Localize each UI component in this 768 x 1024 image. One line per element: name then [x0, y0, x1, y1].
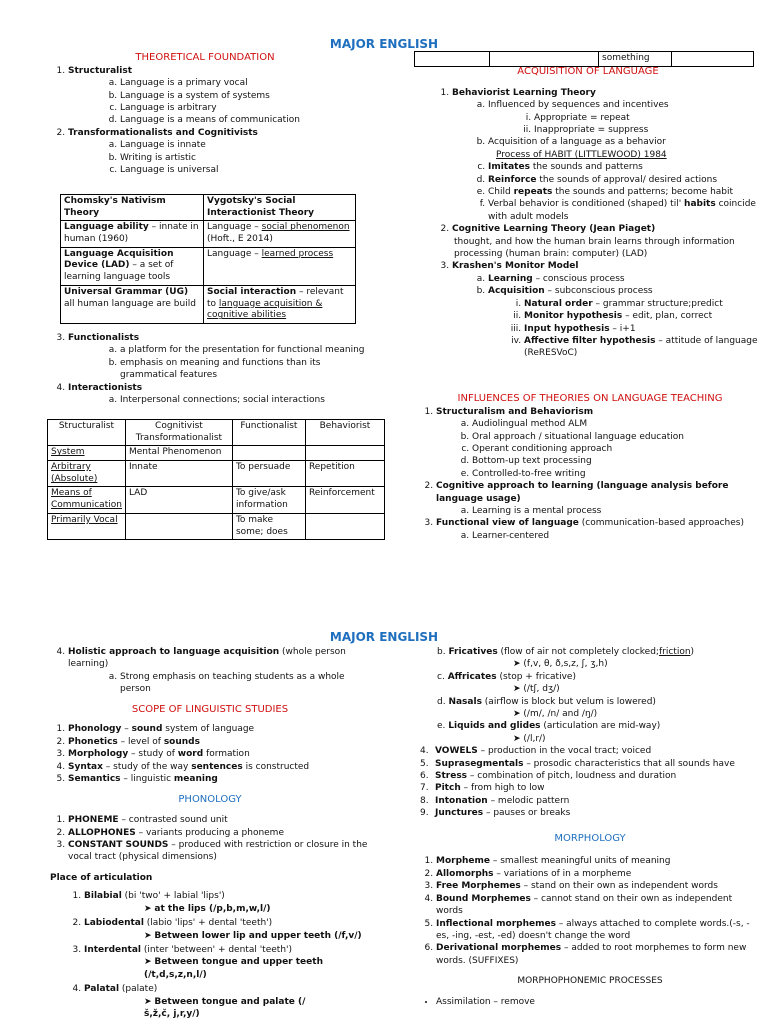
arrow-icon: ➤ — [144, 930, 152, 941]
table-cell: Innate — [125, 461, 232, 487]
table-cell: Reinforcement — [305, 487, 384, 513]
page2-right-column — [420, 646, 760, 1008]
morphophonemic-list — [420, 996, 760, 1008]
list-item: a. Language is a primary vocal — [120, 77, 360, 89]
table-cell: Repetition — [305, 461, 384, 487]
list-item: iii. Input hypothesis – i+1 — [524, 323, 758, 335]
table-row — [415, 52, 754, 67]
list-item: e. Liquids and glides (articulation are mid-way) ➤ (/l,r/) — [437, 721, 661, 744]
list-item: 4. Interactionists a. Interpersonal connections; social interactions — [68, 382, 370, 407]
arrow-icon: ➤ — [144, 903, 152, 914]
table-row — [48, 513, 385, 539]
list-item: a. Language is innate — [120, 139, 360, 151]
influences-list — [420, 406, 760, 542]
list-item: a. Learning – conscious process — [488, 273, 758, 285]
list-item: d. Nasals (airflow is block but velum is lowered) ➤ (/m/, /n/ and /ŋ/) — [437, 696, 656, 720]
theory-comparison-table — [47, 419, 385, 540]
cognitive-description: thought, and how the human brain learns through information processing (human brain: computer) (LAD) — [454, 236, 735, 260]
list-item: b. Fricatives (flow of air not completely clocked;friction) ➤ (f,v, θ, ð,s,z, ʃ, ʒ,h) — [437, 647, 695, 670]
table-cell — [232, 446, 305, 461]
arrow-icon: ➤ — [513, 659, 521, 670]
table-cell: To persuade — [232, 461, 305, 487]
list-item: a. Interpersonal connections; social interactions — [120, 394, 370, 406]
list-item: 5. Inflectional morphemes – always attached to complete words.(-s, -es, -ing, -est, -ed) doesn't change the word — [436, 918, 760, 943]
acquisition-list — [418, 87, 758, 360]
list-item: 3. Free Morphemes – stand on their own as independent words — [436, 880, 760, 892]
table-row — [48, 487, 385, 513]
list-item: 1. Phonology – sound system of language — [68, 723, 370, 735]
table-row — [61, 247, 356, 285]
arrow-icon: ➤ — [513, 709, 521, 720]
list-item: b. Acquisition of a language as a behavior Process of HABIT (LITTLEWOOD) 1984 — [488, 136, 758, 161]
list-item: 4. Holistic approach to language acquisition (whole person learning) a. Strong emphasis on teaching students as a whole person — [68, 646, 370, 696]
list-item: 1. Morpheme – smallest meaningful units of meaning — [436, 855, 760, 867]
list-item: 1. Bilabial (bi 'two' + labial 'lips') ➤ at the lips (/p,b,m,w,l/) — [84, 890, 370, 915]
list-item: 3. Interdental (inter 'between' + dental 'teeth') ➤ Between tongue and upper teeth (/t,d,s,z,n,l/) — [84, 944, 370, 981]
theory-list — [50, 65, 360, 177]
list-item: 9. Junctures – pauses or breaks — [420, 808, 571, 819]
list-item: 2. Transformationalists and Cognitivists a. Language is innate b. Writing is artistic c. Language is universal — [68, 127, 360, 177]
list-item: 4. VOWELS – production in the vocal tract; voiced — [420, 746, 652, 757]
list-item: 3. Morphology – study of word formation — [68, 748, 370, 760]
table-cell — [490, 52, 599, 67]
list-item: e. Controlled-to-free writing — [472, 468, 760, 480]
table-row — [48, 446, 385, 461]
place-of-articulation-heading: Place of articulation — [50, 872, 153, 883]
page1-left-lower — [50, 332, 370, 406]
page2-left-column — [50, 646, 370, 1020]
influences-heading: INFLUENCES OF THEORIES ON LANGUAGE TEACHING — [457, 393, 723, 404]
list-item: 3. Krashen's Monitor Model a. Learning – conscious process b. Acquisition – subconscious process i. Natural order – grammar structure;predict ii. Monitor hypothesis – edit, plan, correct iii. Input hypothesis – i+1 iv. Affective filter hypothesis – attitude of language (ReRESVoC) — [452, 260, 758, 359]
table-cell: Language ability – innate in human (1960) — [61, 221, 204, 247]
table-cell: Primarily Vocal — [48, 513, 126, 539]
list-item: 8. Intonation – melodic pattern — [420, 795, 570, 806]
list-item: b. Oral approach / situational language education — [472, 431, 760, 443]
page1-influences — [420, 392, 760, 542]
arrow-icon: ➤ — [513, 684, 521, 695]
table-cell: LAD — [125, 487, 232, 513]
list-item: • Assimilation – remove — [436, 996, 760, 1008]
list-item: i. Natural order – grammar structure;predict — [524, 298, 758, 310]
table-cell: something — [599, 52, 672, 67]
arrow-icon: ➤ — [144, 957, 152, 968]
list-item: d. Bottom-up text processing — [472, 455, 760, 467]
list-item: 1. Structuralism and Behaviorism a. Audiolingual method ALM b. Oral approach / situational language education c. Operant conditioning approach d. Bottom-up text processing e. Controlled-to-free writing — [436, 406, 760, 480]
table-cell: Social interaction – relevant to language acquisition & cognitive abilities — [204, 285, 356, 323]
list-item: f. Verbal behavior is conditioned (shaped) til' habits coincide with adult models — [488, 198, 758, 223]
table-cell — [305, 446, 384, 461]
list-item: 4. Bound Morphemes – cannot stand on their own as independent words — [436, 893, 760, 918]
table-cell: To make some; does — [232, 513, 305, 539]
table-cell: Arbitrary (Absolute) — [48, 461, 126, 487]
table-cell — [672, 52, 754, 67]
phonology-heading: PHONOLOGY — [178, 794, 242, 806]
list-item: 2. Labiodental (labio 'lips' + dental 'teeth') ➤ Between lower lip and upper teeth (/f,v/) — [84, 917, 370, 942]
list-item: d. Language is a means of communication — [120, 114, 360, 126]
list-item: 5. Suprasegmentals – prosodic characteristics that all sounds have — [420, 758, 735, 769]
list-item: a. Learning is a mental process — [472, 505, 760, 517]
table-cell: Mental Phenomenon — [125, 446, 232, 461]
list-item: ii. Inappropriate = suppress — [534, 124, 758, 136]
habit-process-title: Process of HABIT (LITTLEWOOD) 1984 — [496, 149, 667, 160]
morphophonemic-heading: MORPHOPHONEMIC PROCESSES — [517, 976, 663, 987]
morphology-heading: MORPHOLOGY — [554, 832, 626, 844]
list-item: c. Language is universal — [120, 164, 360, 176]
list-item: 1. Behaviorist Learning Theory a. Influenced by sequences and incentives i. Appropriate = repeat ii. Inappropriate = suppress b. Acquisition of a language as a behavior Process of HABIT (LITTLEWOOD) 1984 c. Imitates the sounds and patterns d. Reinforce the sounds of approval/ desired actions e. Child repeats the sounds and patterns; become habit f. Verbal behavior is conditioned (shaped) til' habits coincide with adult models — [452, 87, 758, 223]
table-header: Cognitivist Transformationalist — [125, 420, 232, 446]
list-item: a. Strong emphasis on teaching students as a whole person — [120, 671, 370, 696]
table-header: Structuralist — [48, 420, 126, 446]
acquisition-heading: ACQUISITION OF LANGUAGE — [517, 66, 659, 77]
list-item: 5. Semantics – linguistic meaning — [68, 773, 370, 785]
list-item: c. Operant conditioning approach — [472, 443, 760, 455]
table-row — [48, 420, 385, 446]
list-item: b. Writing is artistic — [120, 152, 360, 164]
list-item: 7. Pitch – from high to low — [420, 783, 545, 794]
table-cell: Means of Communication — [48, 487, 126, 513]
list-item: 3. Functional view of language (communication-based approaches) a. Learner-centered — [436, 517, 760, 542]
page2-title: MAJOR ENGLISH — [329, 630, 439, 644]
table-cell: Language – social phenomenon (Hoft., E 2014) — [204, 221, 356, 247]
list-item: 2. Cognitive Learning Theory (Jean Piaget) thought, and how the human brain learns through information processing (human brain: computer) (LAD) — [452, 223, 758, 260]
table-cell — [415, 52, 490, 67]
list-item: iv. Affective filter hypothesis – attitude of language (ReRESVoC) — [524, 335, 758, 360]
list-item: c. Affricates (stop + fricative) ➤ (/tʃ, dʒ/) — [437, 671, 576, 695]
scope-list — [50, 723, 370, 785]
table-row — [61, 285, 356, 323]
table-cell — [125, 513, 232, 539]
table-cell: To give/ask information — [232, 487, 305, 513]
table-row — [48, 461, 385, 487]
list-item: a. a platform for the presentation for functional meaning — [120, 344, 370, 356]
theory-list-continued — [50, 332, 370, 406]
list-item: 6. Derivational morphemes – added to root morphemes to form new words. (SUFFIXES) — [436, 942, 760, 967]
table-cell: Language Acquisition Device (LAD) – a set of learning language tools — [61, 247, 204, 285]
list-item: a. Influenced by sequences and incentives i. Appropriate = repeat ii. Inappropriate = suppress — [488, 99, 758, 136]
table-row — [61, 195, 356, 221]
articulation-list — [50, 890, 370, 1020]
list-item: ii. Monitor hypothesis – edit, plan, correct — [524, 310, 758, 322]
table-header: Vygotsky's Social Interactionist Theory — [204, 195, 356, 221]
list-item: c. Language is arbitrary — [120, 102, 360, 114]
list-item: 4. Palatal (palate) ➤ Between tongue and palate (/š,ž,č, j,r,y/) — [84, 983, 370, 1020]
phonology-list — [50, 814, 370, 864]
table-cell: Language – learned process — [204, 247, 356, 285]
table-header: Chomsky's Nativism Theory — [61, 195, 204, 221]
table-header: Behaviorist — [305, 420, 384, 446]
list-item: a. Audiolingual method ALM — [472, 418, 760, 430]
list-item: i. Appropriate = repeat — [534, 112, 758, 124]
list-item: b. emphasis on meaning and functions than its grammatical features — [120, 357, 370, 382]
table-cell: Universal Grammar (UG) all human language are build — [61, 285, 204, 323]
list-item: c. Imitates the sounds and patterns — [488, 161, 758, 173]
list-item: b. Language is a system of systems — [120, 90, 360, 102]
page1-title: MAJOR ENGLISH — [329, 37, 439, 51]
table-header: Functionalist — [232, 420, 305, 446]
manner-list — [420, 646, 760, 745]
table-cell: System — [48, 446, 126, 461]
list-item: 1. Structuralist a. Language is a primary vocal b. Language is a system of systems c. Language is arbitrary d. Language is a means of communication — [68, 65, 360, 127]
list-item: 2. Cognitive approach to learning (language analysis before language usage) a. Learning is a mental process — [436, 480, 760, 517]
list-item: 6. Stress – combination of pitch, loudness and duration — [420, 771, 677, 782]
page1-left-column — [50, 51, 360, 176]
approach-list — [50, 646, 370, 696]
morphology-list — [420, 855, 760, 967]
list-item: b. Acquisition – subconscious process i. Natural order – grammar structure;predict ii. Monitor hypothesis – edit, plan, correct iii. Input hypothesis – i+1 iv. Affective filter hypothesis – attitude of language (ReRESVoC) — [488, 285, 758, 359]
arrow-icon: ➤ — [144, 996, 152, 1007]
nativism-vs-interactionist-table — [60, 194, 356, 324]
list-item: 3. Functionalists a. a platform for the presentation for functional meaning b. emphasis on meaning and functions than its grammatical features — [68, 332, 370, 382]
scope-heading: SCOPE OF LINGUISTIC STUDIES — [131, 703, 289, 715]
page1-right-column — [418, 65, 758, 360]
sound-features-list — [420, 745, 760, 819]
list-item: 2. Phonetics – level of sounds — [68, 736, 370, 748]
list-item: 3. CONSTANT SOUNDS – produced with restriction or closure in the vocal tract (physical dimensions) — [68, 839, 370, 864]
list-item: 1. PHONEME – contrasted sound unit — [68, 814, 370, 826]
table-row — [61, 221, 356, 247]
table-cell — [305, 513, 384, 539]
list-item: a. Learner-centered — [472, 530, 760, 542]
list-item: 2. ALLOPHONES – variants producing a phoneme — [68, 827, 370, 839]
list-item: 4. Syntax – study of the way sentences is constructed — [68, 761, 370, 773]
list-item: e. Child repeats the sounds and patterns; become habit — [488, 186, 758, 198]
list-item: 2. Allomorphs – variations of in a morpheme — [436, 868, 760, 880]
list-item: d. Reinforce the sounds of approval/ desired actions — [488, 174, 758, 186]
arrow-icon: ➤ — [513, 733, 521, 744]
theoretical-foundation-heading: THEORETICAL FOUNDATION — [135, 52, 275, 63]
